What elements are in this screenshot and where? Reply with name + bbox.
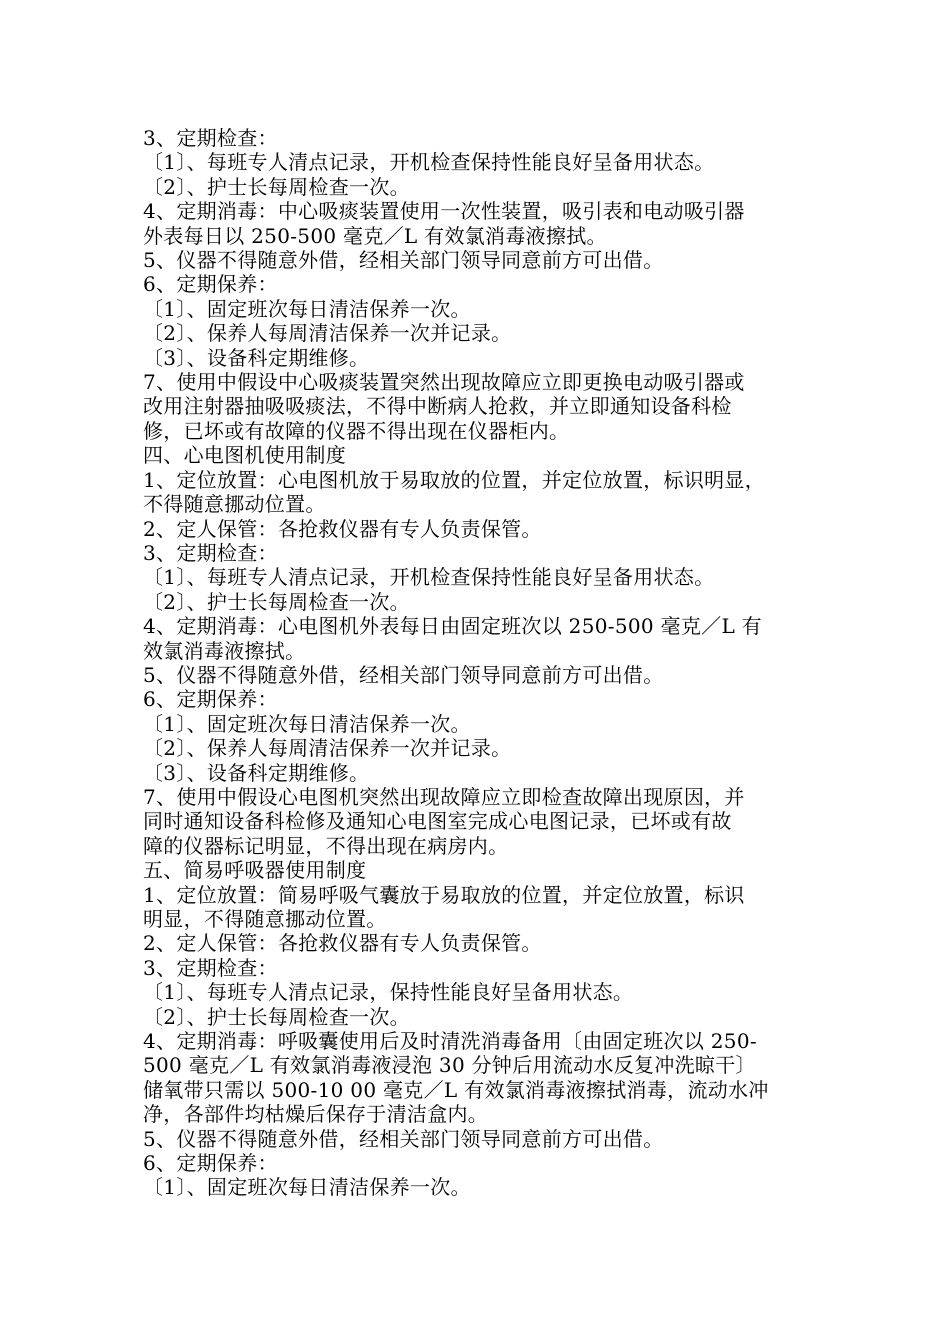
text-line: 〔1〕、固定班次每日清洁保养一次。 xyxy=(143,296,471,321)
text-line: 6、定期保养： xyxy=(143,1151,278,1176)
text-line: 〔1〕、每班专人清点记录，开机检查保持性能良好呈备用状态。 xyxy=(143,150,715,175)
text-line: 障的仪器标记明显，不得出现在病房内。 xyxy=(143,833,509,858)
text-line: 不得随意挪动位置。 xyxy=(143,492,326,517)
text-line: 〔3〕、设备科定期维修。 xyxy=(143,760,370,785)
text-line: 2、定人保管：各抢救仪器有专人负责保管。 xyxy=(143,931,542,956)
text-line: 〔1〕、每班专人清点记录，开机检查保持性能良好呈备用状态。 xyxy=(143,565,715,590)
text-line: 〔2〕、护士长每周检查一次。 xyxy=(143,1004,410,1029)
text-line: 外表每日以 250-500 毫克／L 有效氯消毒液擦拭。 xyxy=(143,223,607,248)
text-line: 〔2〕、护士长每周检查一次。 xyxy=(143,589,410,614)
text-line: 五、简易呼吸器使用制度 xyxy=(143,858,367,883)
text-line: 〔1〕、固定班次每日清洁保养一次。 xyxy=(143,711,471,736)
text-line: 4、定期消毒：中心吸痰装置使用一次性装置，吸引表和电动吸引器 xyxy=(143,199,745,224)
text-line: 〔2〕、保养人每周清洁保养一次并记录。 xyxy=(143,736,512,761)
text-line: 4、定期消毒：呼吸囊使用后及时清洗消毒备用〔由固定班次以 250- xyxy=(143,1029,757,1054)
text-line: 同时通知设备科检修及通知心电图室完成心电图记录，已坏或有故 xyxy=(143,809,732,834)
text-line: 〔2〕、保养人每周清洁保养一次并记录。 xyxy=(143,321,512,346)
text-line: 改用注射器抽吸吸痰法，不得中断病人抢救，并立即通知设备科检 xyxy=(143,394,732,419)
text-line: 1、定位放置：简易呼吸气囊放于易取放的位置，并定位放置，标识 xyxy=(143,882,745,907)
text-line: 2、定人保管：各抢救仪器有专人负责保管。 xyxy=(143,516,542,541)
text-line: 7、使用中假设中心吸痰装置突然出现故障应立即更换电动吸引器或 xyxy=(143,370,745,395)
document-page xyxy=(143,126,833,1200)
text-line: 净，各部件均枯燥后保存于清洁盒内。 xyxy=(143,1102,489,1127)
text-line: 〔1〕、固定班次每日清洁保养一次。 xyxy=(143,1175,471,1200)
text-line: 5、仪器不得随意外借，经相关部门领导同意前方可出借。 xyxy=(143,248,664,273)
text-line: 明显，不得随意挪动位置。 xyxy=(143,907,387,931)
text-line: 储氧带只需以 500-10 00 毫克／L 有效氯消毒液擦拭消毒，流动水冲 xyxy=(143,1077,769,1102)
text-line: 3、定期检查： xyxy=(143,540,278,565)
text-line: 3、定期检查： xyxy=(143,126,278,150)
text-line: 500 毫克／L 有效氯消毒液浸泡 30 分钟后用流动水反复冲洗晾干〕 xyxy=(143,1053,756,1078)
text-line: 6、定期保养： xyxy=(143,272,278,297)
text-line: 6、定期保养： xyxy=(143,687,278,712)
text-line: 四、心电图机使用制度 xyxy=(143,443,346,468)
text-line: 4、定期消毒：心电图机外表每日由固定班次以 250-500 毫克／L 有 xyxy=(143,614,762,639)
text-line: 7、使用中假设心电图机突然出现故障应立即检查故障出现原因，并 xyxy=(143,784,745,809)
text-line: 5、仪器不得随意外借，经相关部门领导同意前方可出借。 xyxy=(143,662,664,687)
text-line: 〔1〕、每班专人清点记录，保持性能良好呈备用状态。 xyxy=(143,980,634,1005)
text-line: 3、定期检查： xyxy=(143,955,278,980)
text-line: 〔2〕、护士长每周检查一次。 xyxy=(143,174,410,199)
text-line: 1、定位放置：心电图机放于易取放的位置，并定位放置，标识明显， xyxy=(143,467,766,492)
text-line: 修，已坏或有故障的仪器不得出现在仪器柜内。 xyxy=(143,418,570,443)
text-line: 5、仪器不得随意外借，经相关部门领导同意前方可出借。 xyxy=(143,1126,664,1151)
text-line: 〔3〕、设备科定期维修。 xyxy=(143,345,370,370)
text-line: 效氯消毒液擦拭。 xyxy=(143,638,306,663)
